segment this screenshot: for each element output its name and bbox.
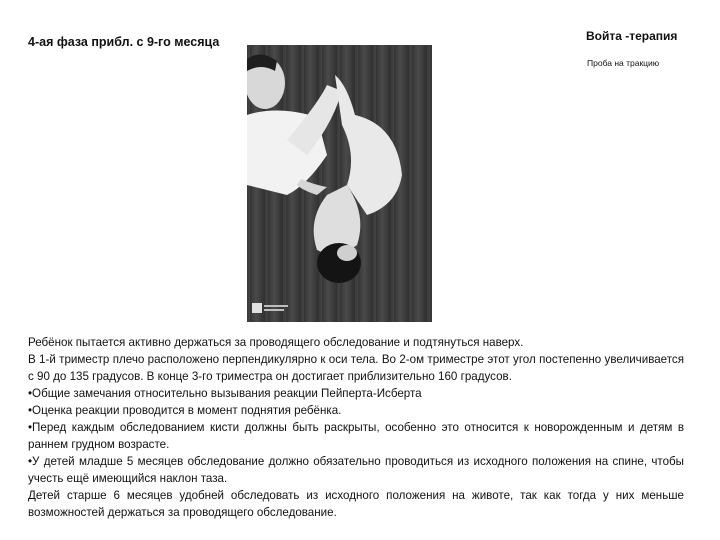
bullet-4: •У детей младше 5 месяцев обследование должно обязательно проводиться из исходного положения на спине, чтобы учесть ещё имеющийся наклон таза. xyxy=(28,455,684,485)
page-title: Войта -терапия xyxy=(586,29,678,43)
page-subtitle: Проба на тракцию xyxy=(587,58,660,68)
paragraph-3: Детей старше 6 месяцев удобней обследовать из исходного положения на животе, так как тогда у них меньше возможностей держаться за проводящего обследование. xyxy=(28,489,684,519)
paragraph-2: В 1-й триместр плечо расположено перпендикулярно к оси тела. Во 2-ом триместре этот угол постепенно увеличивается с 90 до 135 градусов. В конце 3-го триместра он достигает приблизительно 160 градусов. xyxy=(28,353,684,383)
photo-child-traction-test xyxy=(247,45,432,322)
bullet-2: •Оценка реакции проводится в момент поднятия ребёнка. xyxy=(28,404,342,417)
photo-illustration xyxy=(247,45,432,322)
paragraph-1: Ребёнок пытается активно держаться за проводящего обследование и подтянуться наверх. xyxy=(28,336,524,349)
bullet-1: •Общие замечания относительно вызывания реакции Пейперта-Исберта xyxy=(28,387,422,400)
phase-title: 4-ая фаза прибл. с 9-го месяца xyxy=(28,35,220,49)
bullet-3: •Перед каждым обследованием кисти должны быть раскрыты, особенно это относится к новорожденным и детям в раннем грудном возрасте. xyxy=(28,421,684,451)
body-text xyxy=(28,334,684,521)
